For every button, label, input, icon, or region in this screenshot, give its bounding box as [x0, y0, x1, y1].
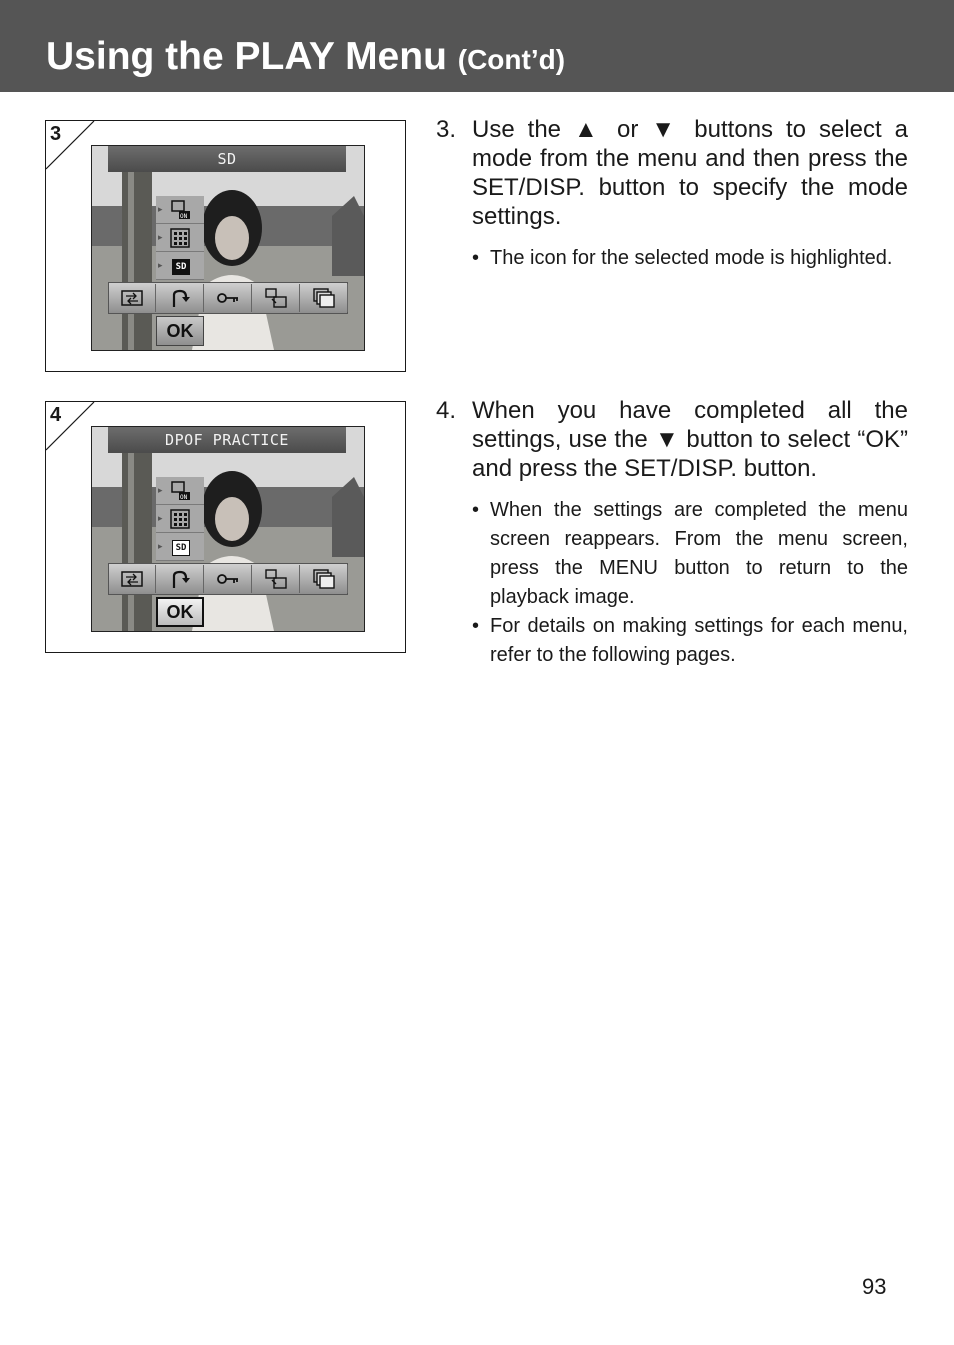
- ok-button[interactable]: OK: [156, 597, 204, 627]
- page-number: 93: [862, 1274, 887, 1299]
- copy-icon: [264, 568, 288, 590]
- figure-step-number: 4: [50, 404, 62, 426]
- toolbar-sync-button[interactable]: [109, 284, 156, 312]
- toolbar-copy-button[interactable]: [253, 284, 300, 312]
- print-on-icon: [169, 480, 191, 502]
- toolbar-rotate-button[interactable]: [157, 565, 204, 593]
- rotate-icon: [168, 568, 192, 590]
- step-4-notes: [472, 496, 908, 670]
- pointer-icon: ▸: [158, 541, 163, 551]
- index-grid-icon: [169, 227, 191, 249]
- sd-icon: SD: [172, 259, 190, 275]
- pointer-icon: ▸: [158, 232, 163, 242]
- side-menu-item-index[interactable]: [156, 505, 204, 533]
- toolbar-protect-button[interactable]: [205, 565, 252, 593]
- ok-button[interactable]: OK: [156, 316, 204, 346]
- pointer-icon: ▸: [158, 204, 163, 214]
- page-title: [46, 34, 565, 83]
- bullet-marker: •: [472, 499, 480, 521]
- screen-title-bar: SD: [108, 146, 346, 172]
- index-grid-icon: [169, 508, 191, 530]
- side-menu-item-print[interactable]: [156, 477, 204, 505]
- page-header: [0, 0, 954, 92]
- photo-background: [92, 146, 364, 350]
- bullet-marker: •: [472, 615, 480, 637]
- bullet-marker: •: [472, 247, 480, 269]
- toolbar-rotate-button[interactable]: [157, 284, 204, 312]
- figure-step-number: 3: [50, 123, 62, 145]
- note-text: When the settings are completed the menu screen reappears. From the menu screen, press the MENU button to return to the playback image.: [490, 499, 908, 608]
- side-menu: [156, 196, 204, 282]
- figure-step-4: [45, 401, 406, 653]
- side-menu: [156, 477, 204, 563]
- note-text: For details on making settings for each menu, refer to the following pages.: [490, 615, 908, 666]
- note-item: [472, 496, 908, 612]
- pointer-icon: ▸: [158, 260, 163, 270]
- step-3: [436, 115, 908, 231]
- sd-icon: SD: [172, 540, 190, 556]
- print-on-icon: [169, 199, 191, 221]
- screen-title-bar: DPOF PRACTICE: [108, 427, 346, 453]
- sync-icon: [120, 287, 144, 309]
- svg-text:ON: ON: [180, 494, 188, 501]
- toolbar-protect-button[interactable]: [205, 284, 252, 312]
- pointer-icon: ▸: [158, 485, 163, 495]
- step-instruction: Use the ▲ or ▼ buttons to select a mode from the menu and then press the SET/DISP. button to specify the mode settings.: [472, 116, 908, 230]
- page-title-main: Using the PLAY Menu: [46, 35, 447, 78]
- step-number: 4.: [436, 397, 457, 424]
- page-title-subtitle: (Cont’d): [457, 44, 566, 75]
- camera-lcd-screen: [91, 145, 365, 351]
- pointer-icon: ▸: [158, 513, 163, 523]
- side-menu-item-sd[interactable]: [156, 533, 204, 561]
- menu-toolbar: [108, 563, 348, 595]
- camera-lcd-screen: [91, 426, 365, 632]
- toolbar-slideshow-button[interactable]: [301, 284, 348, 312]
- sync-icon: [120, 568, 144, 590]
- svg-text:ON: ON: [180, 213, 188, 220]
- key-icon: [216, 568, 240, 590]
- step-instruction: When you have completed all the settings, use the ▼ button to select “OK” and press the SET/DISP. button.: [472, 397, 908, 482]
- rotate-icon: [168, 287, 192, 309]
- slideshow-icon: [312, 568, 336, 590]
- toolbar-sync-button[interactable]: [109, 565, 156, 593]
- figure-step-3: [45, 120, 406, 372]
- side-menu-item-sd[interactable]: [156, 252, 204, 280]
- note-item: [472, 612, 908, 670]
- side-menu-item-index[interactable]: [156, 224, 204, 252]
- step-4: [436, 396, 908, 483]
- toolbar-copy-button[interactable]: [253, 565, 300, 593]
- note-text: The icon for the selected mode is highlighted.: [490, 247, 893, 269]
- menu-toolbar: [108, 282, 348, 314]
- step-number: 3.: [436, 116, 457, 143]
- copy-icon: [264, 287, 288, 309]
- toolbar-slideshow-button[interactable]: [301, 565, 348, 593]
- key-icon: [216, 287, 240, 309]
- step-3-notes: [472, 244, 908, 273]
- photo-background: [92, 427, 364, 631]
- side-menu-item-print[interactable]: [156, 196, 204, 224]
- slideshow-icon: [312, 287, 336, 309]
- note-item: [472, 244, 908, 273]
